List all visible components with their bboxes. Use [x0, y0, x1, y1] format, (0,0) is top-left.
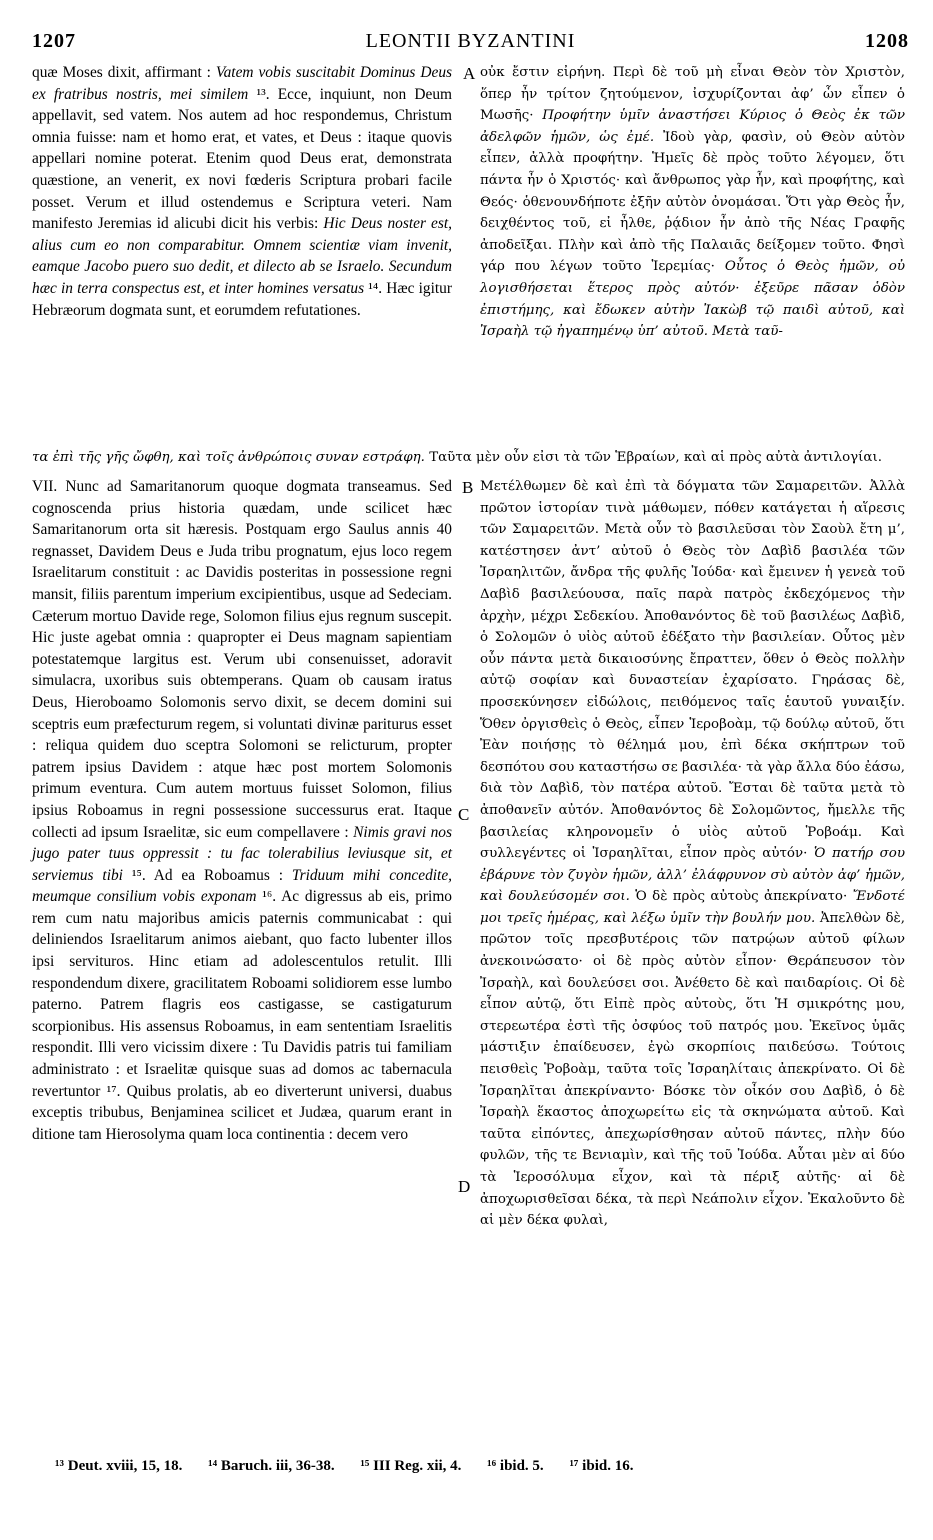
greek-top-segment: Οὗτος ὁ Θεὸς ἡμῶν, οὐ λογισθήσεται ἕτερος πρὸς αὐτόν· ἐξεῦρε πᾶσαν ὁδὸν ἐπιστήμης, καὶ ἔδωκεν αὐτὴν Ἰακὼβ τῷ παιδὶ αὐτοῦ, καὶ Ἰσραὴλ τῷ ἠγαπημένῳ ὑπ’ αὐτοῦ. Μετὰ ταῦ- [480, 259, 905, 340]
greek-paragraph-continued [32, 447, 905, 469]
greek-top-segment: Προφήτην ὑμῖν ἀναστήσει Κύριος ὁ Θεὸς ἐκ τῶν ἀδελφῶν ἡμῶν, ὡς ἐμέ. [480, 108, 905, 145]
greek-top-segment: οὐκ ἔστιν εἰρήνη. Περὶ δὲ τοῦ μὴ εἶναι Θεὸν τὸν Χριστὸν, ὅπερ ἦν τρίτον ζητούμενον, ἰσχυρίζονται ἀφ’ ὧν εἶπεν ὁ Μωσῆς· [480, 65, 905, 124]
footnotes [55, 1458, 905, 1475]
latin-top-segment: Hic Deus noster est, alius cum eo non comparabitur. Omnem scientiæ viam invenit, eamque Jacobo puero suo dedit, et dilecto ab se Israelo. Secundum hæc in terra conspectus est, et inter homines versatus [32, 215, 452, 297]
page-number-right: 1208 [865, 30, 909, 52]
greek-paragraph-1 [480, 62, 905, 343]
greek-column-top [480, 62, 905, 343]
greek-main-segment: Ἔνδοτέ μοι τρεῖς ἡμέρας, καὶ λέξω ὑμῖν τὴν βουλήν μου. [480, 889, 905, 926]
latin-top-segment: ¹³. Ecce, inquiunt, non Deum appellavit, sed vatem. Nos autem ad hoc respondemus, Christum omnia fuisse: nam et homo erat, et vates, et Deus : itaque quovis appellari nomine poterat. Etenim quod Deus erat, demonstrata quæstione, an venerit, ex novi fœderis Scriptura probari facile posset. Verum et illud ostendemus e Scriptura veteri. Nam manifesto Jeremias id alicubi dicit his verbis: [32, 85, 452, 233]
latin-paragraph-1 [32, 62, 452, 321]
greek-main-segment: Ἀπελθὼν δὲ, πρῶτον τοῖς πρεσβυτέροις τῶν πατρῴων αὐτοῦ φίλων ἀνεκοινώσατο· οἱ δὲ πρὸς αὐτὸν εἶπον· Θεράπευσον τὸν Ἰσραὴλ, καὶ δουλεύσει σοι. Ἀνέθετο δὲ καὶ παιδαρίοις. Οἱ δὲ εἶπον αὐτῷ, ὅτι Εἰπὲ πρὸς αὐτοὺς, ὅτι Ἡ σμικρότης μου, στερεωτέρα ἐστὶ τῆς ὀσφύος τοῦ πατρός μου. Ἐκεῖνος ὑμᾶς μάστιξιν ἐπαίδευσεν, ἐγὼ σκορπίοις παιδεύσω. Τούτοις πεισθεὶς Ῥοβοὰμ, ταῦτα τοῖς Ἰσραηλίταις ἀπεκρίνατο. Οἱ δὲ Ἰσραηλῖται ἀπεκρίναντο· Βόσκε τὸν οἶκόν σου Δαβὶδ, ὁ δὲ Ἰσραὴλ ἕκαστος ἀποχωρείτω εἰς τὰ σκηνώματα αὐτοῦ. Καὶ ταῦτα εἰπόντες, ἀπεχωρίσθησαν αὐτοῦ πάντες, πλὴν δύο φυλῶν, τῆς τε Βενιαμὶν, καὶ τῆς τοῦ Ἰούδα. Αὗται μὲν αἱ δύο τὰ Ἱεροσόλυμα εἶχον, καὶ τὰ πέριξ αὐτῆς· αἱ δὲ ἀποχωρισθεῖσαι δέκα, τὰ περὶ Νεάπολιν εἶχον. Ἐκαλοῦντο δὲ αἱ μὲν δέκα φυλαὶ, [480, 910, 905, 1229]
greek-full-segment: Ταῦτα μὲν οὖν εἰσι τὰ τῶν Ἑβραίων, καὶ αἱ πρὸς αὐτὰ ἀντιλογίαι. [424, 450, 882, 466]
greek-main-segment: Ὁ δὲ πρὸς αὐτοὺς ἀπεκρίνατο· [629, 889, 853, 905]
footnote-13: ¹³ Deut. xviii, 15, 18. [55, 1458, 183, 1474]
greek-main-segment: Ὁ πατήρ σου ἐβάρυνε τὸν ζυγὸν ἡμῶν, ἀλλ’ ἐλάφρυνον σὺ αὐτὸν ἀφ’ ἡμῶν, καὶ δουλεύσομέν σοι. [480, 846, 905, 905]
latin-main-segment: VII. Nunc ad Samaritanorum quoque dogmata transeamus. Sed cognoscenda prius historia quædam, unde scilicet hæc Samaritanorum orta sit hæresis. Postquam ergo Saulus annis 40 regnasset, Davidem Deus e Juda tribu prognatum, ejus loco regem Israelitarum constituit : ac Davidis posteritas in possessione regni mansit, filiis parentum imperium excipientibus, usque ad Sedeciam. Cæterum mortuo Davide rege, Solomon filius ejus regnum suscepit. Hic juste agebat omnia : quapropter ei Deus magnam sapientiam potestatemque largitus est. Verum ubi consenuisset, adoravit simulacra, uxoribus suis obtemperans. Quam ob causam iratus Deus, Hieroboamo Solomonis servo dixit, se decem domini sui sceptris eum præfecturum regem, si voluntati divinæ pariturus esset : reliqua quidem duo sceptra Solomoni se relicturum, propter patrem ipsius Davidem : atque hæc post mortem Solomonis primum eventura. Cum autem mortuus fuisset Solomon, filius ipsius Roboamus in regni possessione successurus erat. Itaque collecti ad ipsum Israelitæ, sic eum compellavere : [32, 478, 452, 841]
footnote-16: ¹⁶ ibid. 5. [487, 1458, 544, 1474]
margin-marker-d: D [458, 1177, 471, 1196]
latin-main-segment: Nimis gravi nos jugo pater tuus oppressit : tu fac tolerabilius leviusque sit, et serviemus tibi [32, 823, 452, 884]
margin-marker-b: B [462, 478, 474, 497]
footnote-17: ¹⁷ ibid. 16. [569, 1458, 634, 1474]
latin-top-segment: ¹⁴. Hæc igitur Hebræorum dogmata sunt, et eorumdem refutationes. [32, 279, 452, 319]
margin-marker-a: A [463, 64, 476, 83]
greek-column-main [480, 476, 905, 1232]
page-number-left: 1207 [32, 30, 76, 52]
latin-top-segment: quæ Moses dixit, affirmant : [32, 64, 216, 81]
latin-main-segment: Triduum mihi concedite, meumque consilium vobis exponam [32, 866, 453, 906]
margin-marker-c: C [458, 805, 470, 824]
greek-top-segment: Ἰδοὺ γὰρ, φασὶν, οὐ Θεὸν αὐτὸν εἶπεν, ἀλλὰ προφήτην. Ἡμεῖς δὲ πρὸς τοῦτο λέγομεν, ὅτι πάντα ἦν ὁ Χριστός· καὶ ἄνθρωπος γὰρ ἦν, καὶ προφήτης, καὶ Θεός· ὁθενουνδήποτε ἐξῆν αὐτὸν ὀνομάσαι. Ὅτι γὰρ Θεὸς ἦν, δειχθέντος τοῦ, εἰ ἦλθε, ῥᾴδιον ἦν ἀπὸ τῆς Νέας Γραφῆς ἀποδεῖξαι. Πλὴν καὶ ἀπὸ τῆς Παλαιᾶς δείξομεν τοῦτο. Φησὶ γάρ που λέγων τοῦτο Ἱερεμίας· [480, 129, 905, 275]
latin-column-main [32, 476, 452, 1145]
latin-main-segment: ¹⁶. Ac digressus ab eis, primo rem cum natu majoribus amicis paternis communicabat : qui deliniendos Israelitarum animos aiebant, quo facto lubenter illos ipsi servituros. Hinc etiam ad adolescentulos retulit. Illi respondendum dixere, gracilitatem Roboami solidiorem esse lumbo paterno. Patrem flagris eos castigasse, se castigaturum scorpionibus. His assensus Roboamus, in eam sententiam Israelitis respondit. Illi vero vicissim dixere : Tu Davidis patris tui familiam administrato : et Israelitæ quisque suas ad domos ac tabernacula revertuntor ¹⁷. Quibus prolatis, ab eo diverterunt universi, duabus exceptis tribubus, Benjaminea scilicet et Judæa, quarum erant in ditione tam Hierosolyma quam loca continentia : decem vero [32, 888, 452, 1143]
latin-top-segment: Vatem vobis suscitabit Dominus Deus ex fratribus nostris, mei similem [32, 64, 453, 103]
latin-column-top [32, 62, 452, 321]
greek-paragraph-2 [480, 476, 905, 1232]
running-title: LEONTII BYZANTINI [365, 30, 576, 52]
footnote-14: ¹⁴ Baruch. iii, 36-38. [208, 1458, 335, 1474]
greek-main-segment: Μετέλθωμεν δὲ καὶ ἐπὶ τὰ δόγματα τῶν Σαμαρειτῶν. Ἀλλὰ πρῶτον ἱστορίαν τινὰ μάθωμεν, πόθεν κατάγεται ἡ αἵρεσις τῶν Σαμαρειτῶν. Μετὰ οὖν τὸ βασιλεῦσαι τὸν Σαοὺλ ἔτη μ’, κατέστησεν ἀντ’ αὐτοῦ ὁ Θεὸς τὸν Δαβὶδ βασιλέα τῶν Ἰσραηλιτῶν, ἄνδρα τῆς φυλῆς Ἰούδα· καὶ ἔμεινεν ἡ γενεὰ τοῦ Δαβὶδ βασιλεύουσα, παῖς παρὰ πατρὸς ἐκδεχόμενος τὴν ἀρχὴν, μέχρι Σεδεκίου. Ἀποθανόντος δὲ τοῦ βασιλέως Δαβὶδ, ὁ Σολομῶν ὁ υἱὸς αὐτοῦ ἐδέξατο τὴν βασιλείαν. Οὗτος μὲν οὖν πάντα μετὰ δικαιοσύνης ἔπραττεν, ὅθεν ὁ Θεὸς πολλὴν αὐτῷ σοφίαν καὶ δυναστείαν ἐχαρίσατο. Γηράσας δὲ, προσεκύνησεν εἰδώλοις, πειθόμενος ταῖς ἑαυτοῦ γυναιξίν. Ὅθεν ὀργισθεὶς ὁ Θεὸς, εἶπεν Ἱεροβοὰμ, τῷ δούλῳ αὐτοῦ, ὅτι Ἐὰν ποιήσῃς τὸ θέλημά μου, ἐπὶ δέκα σκήπτρων τοῦ δεσπότου σου καταστήσω σε βασιλέα· τὰ γὰρ ἄλλα δύο ἐάσω, διὰ τὸν Δαβὶδ, τὸν πατέρα αὐτοῦ. Ἔσται δὲ ταῦτα μετὰ τὸ ἀποθανεῖν αὐτόν. Ἀποθανόντος δὲ Σολομῶντος, ἤμελλε τῆς βασιλείας κληρονομεῖν ὁ υἱὸς αὐτοῦ Ῥοβοάμ. Καὶ συλλεγέντες οἱ Ἰσραηλῖται, εἶπον πρὸς αὐτόν· [480, 479, 905, 862]
footnote-15: ¹⁵ III Reg. xii, 4. [360, 1458, 462, 1474]
latin-main-segment: ¹⁵. Ad ea Roboamus : [122, 866, 292, 884]
latin-paragraph-2 [32, 476, 452, 1145]
running-header [32, 30, 909, 58]
greek-full-segment: τα ἐπὶ τῆς γῆς ὤφθη, καὶ τοῖς ἀνθρώποις συναν εστράφη. [32, 450, 425, 466]
